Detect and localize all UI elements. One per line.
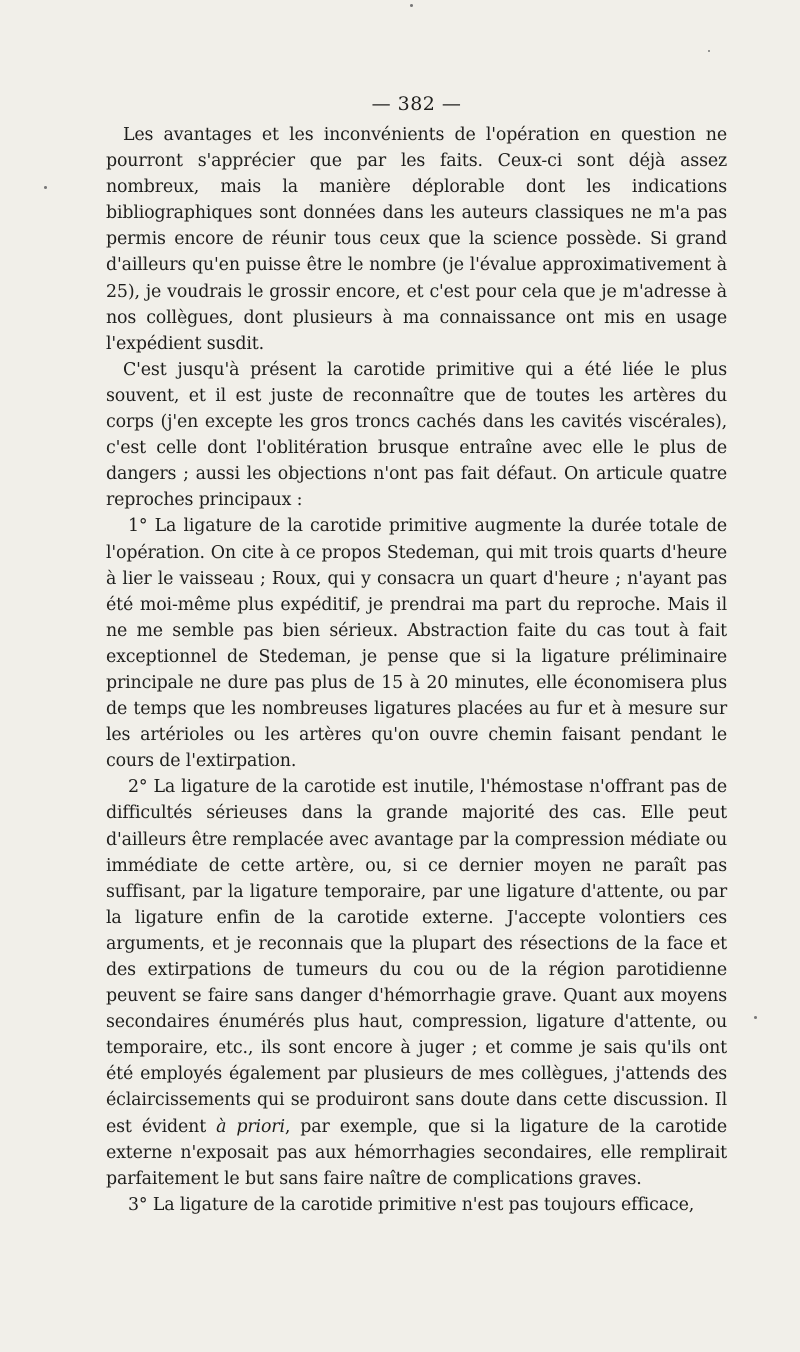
- paragraph-intro: Les avantages et les inconvénients de l'opération en question ne pourront s'apprécier que par les faits. Ceux-ci sont déjà assez nombreux, mais la manière déplorable dont les indications bibliographiques sont données dans les auteurs classiques ne m'a pas permis encore de réunir tous ceux que la science possède. Si grand d'ailleurs qu'en puisse être le nombre (je l'évalue approximativement à 25), je voudrais le grossir encore, et c'est pour cela que je m'adresse à nos collègues, dont plusieurs à ma connaissance ont mis en usage l'expédient susdit.: [106, 125, 727, 354]
- paragraph-objection-2: [106, 774, 727, 1192]
- paper-speck: [708, 50, 710, 52]
- objection-2-text-after: , par exemple, que si la ligature de la carotide externe n'exposait pas aux hémorrhagies secondaires, elle remplirait parfaitement le but sans faire naître de complications graves.: [106, 1116, 727, 1189]
- paper-speck: [44, 186, 47, 189]
- paragraph-objection-3: 3° La ligature de la carotide primitive n'est pas toujours efficace,: [128, 1194, 695, 1215]
- paper-speck: [410, 4, 413, 7]
- page-number: — 382 —: [371, 93, 462, 115]
- paragraph-carotid-dangers: C'est jusqu'à présent la carotide primitive qui a été liée le plus souvent, et il est juste de reconnaître que de toutes les artères du corps (j'en excepte les gros troncs cachés dans les cavités viscérales), c'est celle dont l'oblitération brusque entraîne avec elle le plus de dangers ; aussi les objections n'ont pas fait défaut. On articule quatre reproches principaux :: [106, 359, 727, 511]
- objection-2-italic-phrase: à priori: [216, 1116, 285, 1137]
- book-page: [106, 88, 727, 1218]
- paper-speck: [754, 1016, 757, 1019]
- objection-2-text-before: 2° La ligature de la carotide est inutile, l'hémostase n'offrant pas de difficultés sérieuses dans la grande majorité des cas. Elle peut d'ailleurs être remplacée avec avantage par la compression médiate ou immédiate de cette artère, ou, si ce dernier moyen ne paraît pas suffisant, par la ligature temporaire, par une ligature d'attente, ou par la ligature enfin de la carotide externe. J'accepte volontiers ces arguments, et je reconnais que la plupart des résections de la face et des extirpations de tumeurs du cou ou de la région parotidienne peuvent se faire sans danger d'hémorrhagie grave. Quant aux moyens secondaires énumérés plus haut, compression, ligature d'attente, ou temporaire, etc., ils sont encore à juger ; et comme je sais qu'ils ont été employés également par plusieurs de mes collègues, j'attends des éclaircissements qui se produiront sans doute dans cette discussion. Il est évident: [106, 777, 727, 1137]
- paragraph-objection-1: 1° La ligature de la carotide primitive augmente la durée totale de l'opération. On cite à ce propos Stedeman, qui mit trois quarts d'heure à lier le vaisseau ; Roux, qui y consacra un quart d'heure ; n'ayant pas été moi-même plus expéditif, je prendrai ma part du reproche. Mais il ne me semble pas bien sérieux. Abstraction faite du cas tout à fait exceptionnel de Stedeman, je pense que si la ligature préliminaire principale ne dure pas plus de 15 à 20 minutes, elle économisera plus de temps que les nombreuses ligatures placées au fur et à mesure sur les artérioles ou les artères qu'on ouvre chemin faisant pendant le cours de l'extirpation.: [106, 516, 727, 772]
